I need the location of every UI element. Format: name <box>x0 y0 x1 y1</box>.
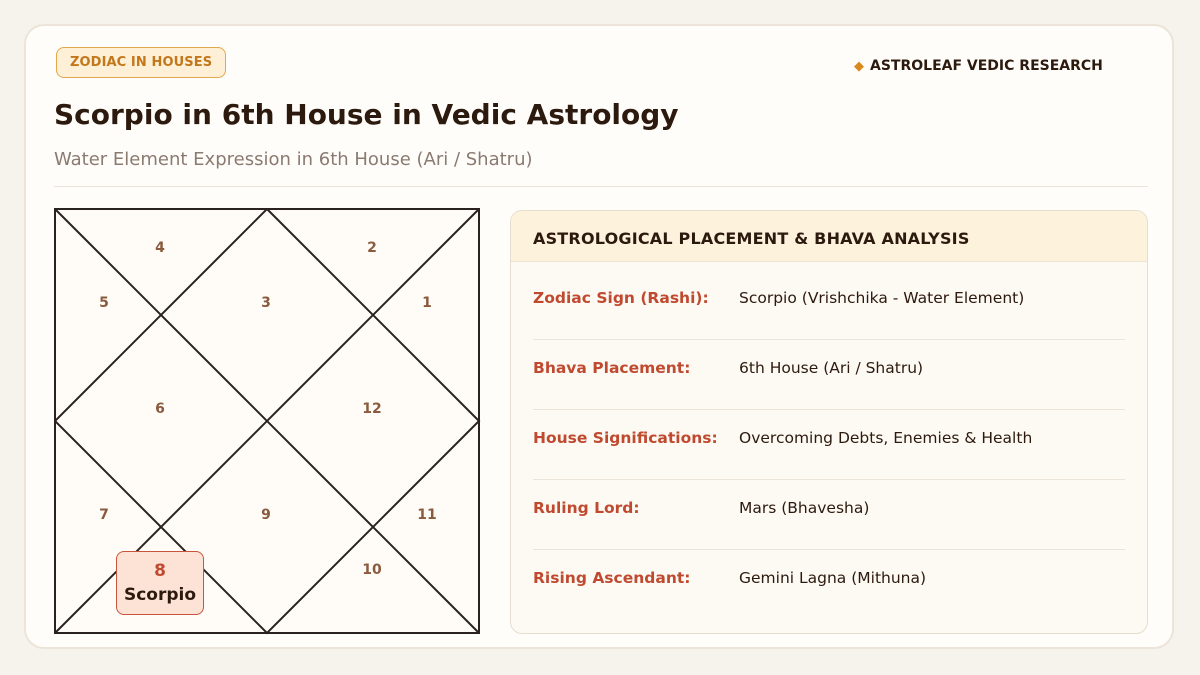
house-number-3: 3 <box>261 295 271 311</box>
house-number-5: 5 <box>99 295 109 311</box>
highlighted-sign-name: Scorpio <box>123 585 197 605</box>
house-number-12: 12 <box>362 401 382 417</box>
row-label: Ruling Lord: <box>533 499 640 517</box>
analysis-row <box>533 340 1125 410</box>
row-label: Rising Ascendant: <box>533 569 691 587</box>
highlighted-house-8[interactable] <box>116 551 204 615</box>
brand-name: ASTROLEAF VEDIC RESEARCH <box>870 58 1103 74</box>
analysis-row <box>533 270 1125 340</box>
category-badge[interactable]: ZODIAC IN HOUSES <box>56 47 226 78</box>
house-number-11: 11 <box>417 507 437 523</box>
analysis-row <box>533 550 1125 620</box>
house-number-1: 1 <box>422 295 432 311</box>
page-subtitle: Water Element Expression in 6th House (Ari / Shatru) <box>54 149 533 170</box>
placement-analysis-panel <box>510 210 1148 634</box>
row-value: Overcoming Debts, Enemies & Health <box>739 429 1033 447</box>
row-value: Scorpio (Vrishchika - Water Element) <box>739 289 1025 307</box>
house-number-2: 2 <box>367 240 377 256</box>
page-title: Scorpio in 6th House in Vedic Astrology <box>54 98 679 131</box>
analysis-row <box>533 480 1125 550</box>
highlighted-house-number: 8 <box>154 561 166 581</box>
analysis-row <box>533 410 1125 480</box>
house-number-9: 9 <box>261 507 271 523</box>
house-number-6: 6 <box>155 401 165 417</box>
diamond-icon: ◆ <box>854 59 864 74</box>
row-label: House Significations: <box>533 429 718 447</box>
row-value: Mars (Bhavesha) <box>739 499 870 517</box>
content-card <box>24 24 1174 649</box>
header-divider <box>54 186 1148 187</box>
row-label: Bhava Placement: <box>533 359 691 377</box>
house-number-7: 7 <box>99 507 109 523</box>
row-label: Zodiac Sign (Rashi): <box>533 289 709 307</box>
north-indian-birth-chart <box>54 208 482 636</box>
panel-heading: ASTROLOGICAL PLACEMENT & BHAVA ANALYSIS <box>511 211 1147 262</box>
row-value: 6th House (Ari / Shatru) <box>739 359 924 377</box>
house-number-10: 10 <box>362 562 382 578</box>
brand-label <box>854 58 1103 74</box>
house-number-4: 4 <box>155 240 165 256</box>
row-value: Gemini Lagna (Mithuna) <box>739 569 927 587</box>
